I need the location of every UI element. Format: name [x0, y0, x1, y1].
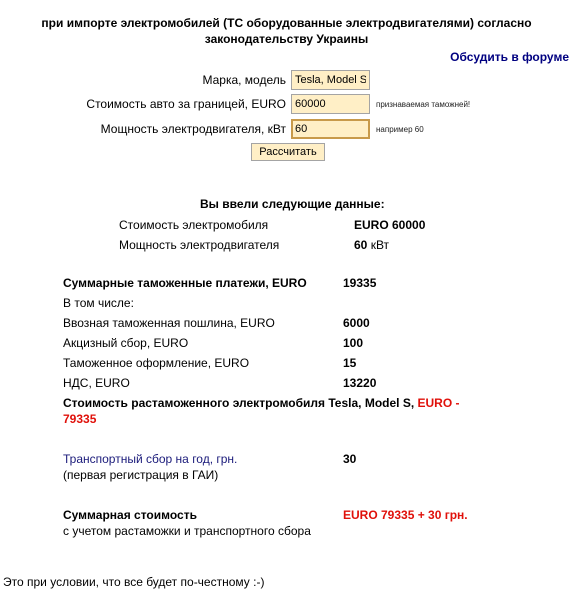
page-header [0, 15, 573, 47]
power-input[interactable] [291, 119, 370, 139]
header-line-1: при импорте электромобилей (ТС оборудованные электродвигателями) согласно [41, 16, 532, 30]
brand-label: Марка, модель [202, 73, 286, 87]
total-customs-label: Суммарные таможенные платежи, EURO [63, 276, 307, 290]
row-vat-value: 13220 [343, 376, 377, 390]
forum-link[interactable]: Обсудить в форуме [450, 50, 569, 64]
brand-input[interactable] [291, 70, 370, 90]
row-excise-label: Акцизный сбор, EURO [63, 336, 189, 350]
entered-cost-label: Стоимость электромобиля [119, 218, 269, 232]
entered-power-value: 60 [354, 238, 368, 252]
total-customs-value: 19335 [343, 276, 377, 290]
transport-label: Транспортный сбор на год, грн. [63, 452, 238, 466]
header-line-2: законодательству Украины [204, 32, 369, 46]
row-excise-value: 100 [343, 336, 364, 350]
row-import-duty-value: 6000 [343, 316, 370, 330]
row-clearance-label: Таможенное оформление, EURO [63, 356, 250, 370]
power-hint: например 60 [376, 125, 424, 134]
cleared-cost [63, 396, 460, 410]
transport-sub: (первая регистрация в ГАИ) [63, 468, 219, 482]
entered-title: Вы ввели следующие данные: [200, 197, 385, 211]
price-label: Стоимость авто за границей, EURO [86, 97, 286, 111]
calculate-button[interactable]: Рассчитать [251, 143, 325, 161]
entered-power-label: Мощность электродвигателя [119, 238, 280, 252]
row-clearance-value: 15 [343, 356, 357, 370]
grand-total-sub: с учетом растаможки и транспортного сбора [63, 524, 311, 538]
grand-total-value: EURO 79335 + 30 грн. [343, 508, 468, 522]
power-label: Мощность электродвигателя, кВт [100, 122, 286, 136]
row-import-duty-label: Ввозная таможенная пошлина, EURO [63, 316, 275, 330]
price-input[interactable] [291, 94, 370, 114]
transport-value: 30 [343, 452, 357, 466]
row-vat-label: НДС, EURO [63, 376, 130, 390]
including-label: В том числе: [63, 296, 134, 310]
footer-note: Это при условии, что все будет по-честному :-) [3, 575, 265, 589]
price-hint: признаваемая таможней! [376, 100, 471, 109]
entered-power-unit: кВт [370, 238, 390, 252]
entered-cost-value: EURO 60000 [354, 218, 426, 232]
cleared-cost-value-b: 79335 [63, 412, 97, 426]
cleared-cost-label: Стоимость растаможенного электромобиля Tesla, Model S, [63, 396, 415, 410]
cleared-cost-value-a: EURO - [417, 396, 460, 410]
grand-total-label: Суммарная стоимость [63, 508, 197, 522]
entered-power-value-wrap [354, 238, 389, 252]
